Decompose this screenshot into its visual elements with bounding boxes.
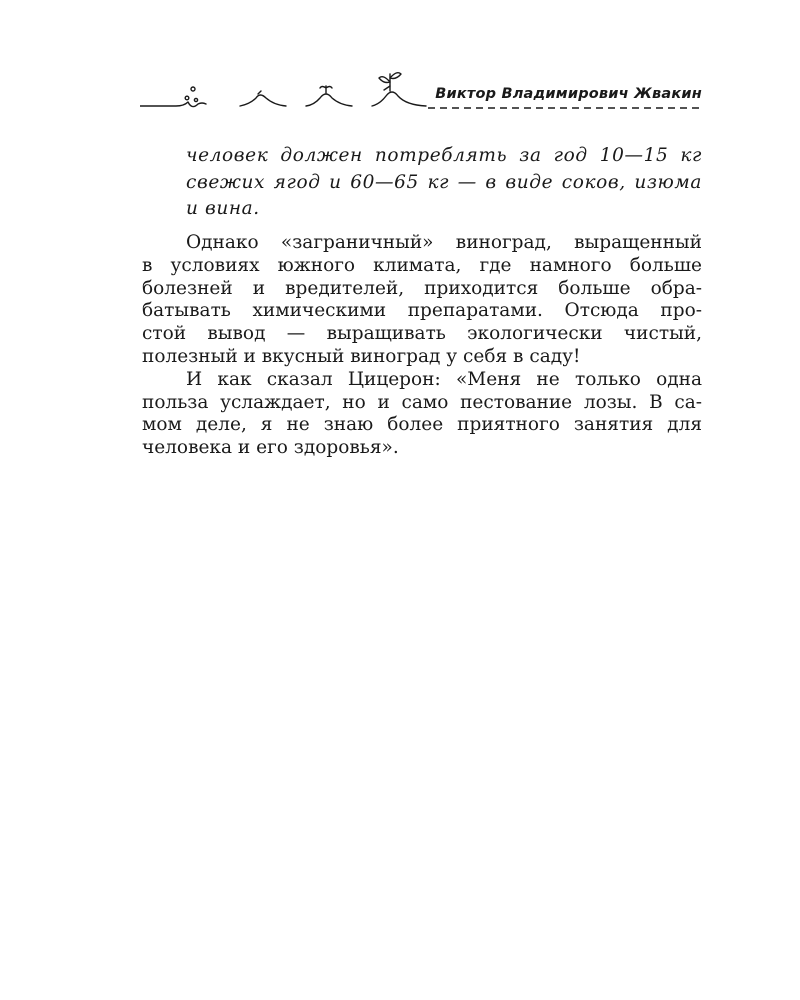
paragraph-line: человека и его здоровья». bbox=[142, 437, 399, 459]
running-header bbox=[140, 64, 702, 114]
quote-line: свежих ягод и 60—65 кг — в виде соков, изюма bbox=[186, 171, 702, 193]
paragraph-line: Однако «заграничный» виноград, выращенный bbox=[186, 232, 702, 253]
paragraph-line: болезней и вредителей, приходится больше обра- bbox=[142, 277, 702, 299]
paragraph-line: полезный и вкусный виноград у себя в саду! bbox=[142, 345, 581, 367]
paragraph bbox=[142, 232, 702, 369]
paragraph bbox=[142, 369, 702, 460]
sprouting-seed-icon bbox=[140, 64, 430, 114]
paragraph-line: мом деле, я не знаю более приятного занятия для bbox=[142, 414, 702, 436]
paragraph-line: стой вывод — выращивать экологически чистый, bbox=[142, 323, 702, 345]
paragraph-line: в условиях южного климата, где намного больше bbox=[142, 254, 702, 276]
author-name: Виктор Владимирович Жвакин bbox=[435, 86, 702, 102]
paragraph-line: И как сказал Цицерон: «Меня не только одна bbox=[186, 368, 702, 390]
paragraph-line: польза услаждает, но и само пестование лозы. В са- bbox=[142, 391, 702, 413]
paragraph-line: батывать химическими препаратами. Отсюда про- bbox=[142, 300, 702, 322]
quote-line: человек должен потреблять за год 10—15 кг bbox=[186, 145, 702, 166]
quote-block bbox=[186, 143, 702, 223]
body-text bbox=[142, 232, 702, 460]
quote-line: и вина. bbox=[186, 198, 260, 219]
